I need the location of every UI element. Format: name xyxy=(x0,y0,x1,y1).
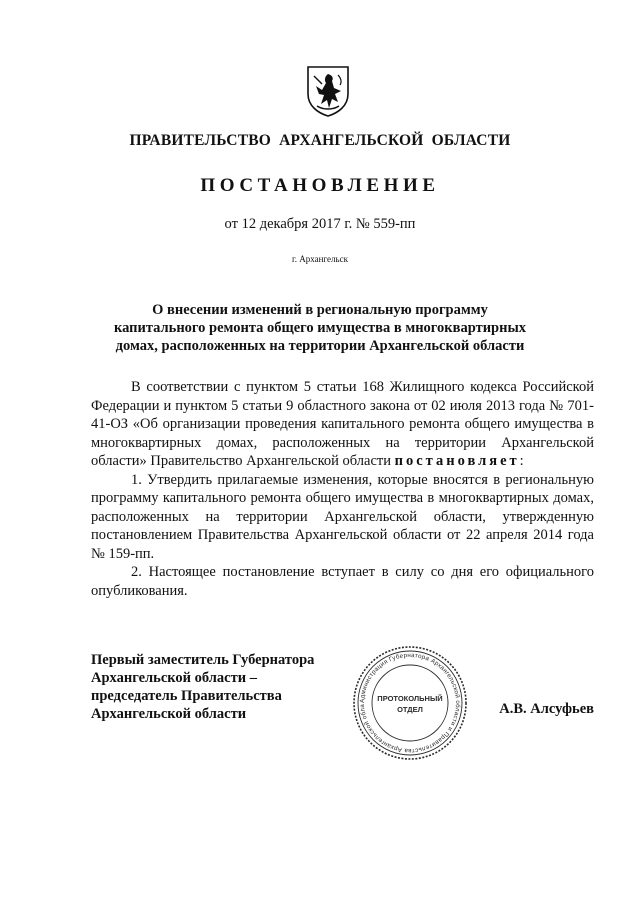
subject-line: домах, расположенных на территории Архангельской области xyxy=(115,338,525,354)
signer-line: Первый заместитель Губернатора xyxy=(91,652,315,668)
signer-name: А.В. Алсуфьев xyxy=(499,701,594,717)
stamp-center-line: ОТДЕЛ xyxy=(397,705,423,714)
document-date-number: от 12 декабря 2017 г. № 559-пп xyxy=(224,216,416,232)
signer-line: председатель Правительства xyxy=(91,688,282,704)
subject-line: О внесении изменений в региональную программу xyxy=(152,302,488,318)
decree-word: постановляет xyxy=(394,453,520,469)
decree-colon: : xyxy=(519,453,524,469)
signer-line: Архангельской области xyxy=(91,706,247,722)
stamp-ring-text: Администрация Губернатора Архангельской области и Правительства Архангельской обла xyxy=(358,651,462,755)
document-subject xyxy=(90,301,550,355)
signer-line: Архангельской области – xyxy=(91,670,257,686)
item-1-paragraph: 1. Утвердить прилагаемые изменения, которые вносятся в региональную программу капитального ремонта общего имущества в многоквартирных домах, расположенных на территории Архангельской области, утвержденную постановлением Правительства Архангельской области от 22 апреля 2014 года № 159-пп. xyxy=(91,471,594,562)
subject-line: капитального ремонта общего имущества в многоквартирных xyxy=(113,320,527,336)
item-2-paragraph: 2. Настоящее постановление вступает в силу со дня его официального опубликования. xyxy=(91,564,594,599)
preamble-text: В соответствии с пунктом 5 статьи 168 Жилищного кодекса Российской Федерации и пунктом 5 статьи 9 областного закона от 02 июля 2013 года № 701-41-ОЗ «Об организации проведения капитального ремонта общего имущества в многоквартирных домах, расположенных на территории Архангельской области» Правительство Архангельской области xyxy=(91,379,594,469)
signer-position xyxy=(91,651,314,723)
document-city: г. Архангельск xyxy=(292,254,348,264)
stamp-center-line: ПРОТОКОЛЬНЫЙ xyxy=(377,694,443,703)
document-body xyxy=(91,378,594,600)
round-seal-icon xyxy=(352,645,468,761)
preamble-paragraph xyxy=(91,378,594,471)
coat-of-arms-icon xyxy=(305,64,351,118)
document-type-title: ПОСТАНОВЛЕНИЕ xyxy=(200,175,440,196)
organization-title: ПРАВИТЕЛЬСТВО АРХАНГЕЛЬСКОЙ ОБЛАСТИ xyxy=(129,132,511,149)
